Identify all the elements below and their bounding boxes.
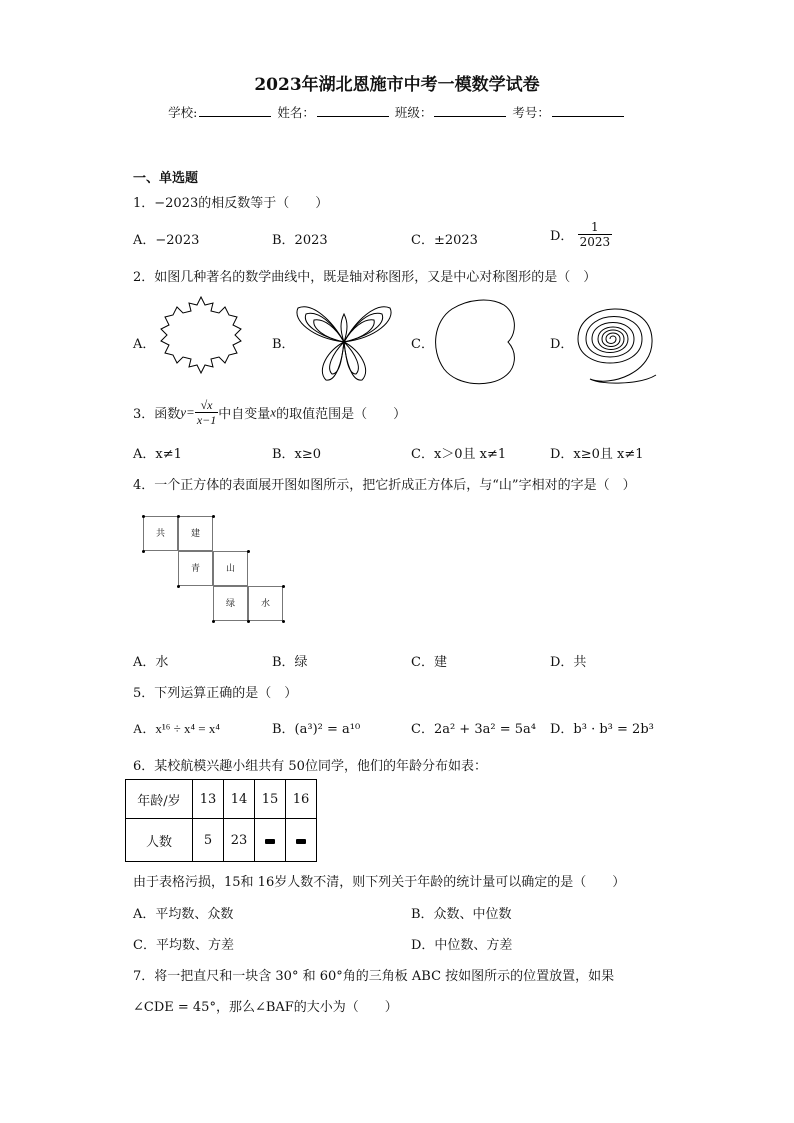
q1-option-d — [550, 220, 612, 249]
q5-option-c: C．2a² + 3a² = 5a⁴ — [411, 722, 536, 737]
q5-option-b: B．(a³)² = a¹⁰ — [272, 722, 361, 737]
ink-blot — [265, 839, 275, 844]
q6-option-d: D．中位数、方差 — [411, 938, 513, 953]
q5-option-a: A．x¹⁶ ÷ x⁴ = x⁴ — [133, 721, 220, 736]
q4-option-a: A．水 — [133, 655, 169, 670]
net-vertex-dot — [212, 515, 215, 518]
table-cell: 15 — [255, 780, 286, 819]
q4-option-c: C．建 — [411, 655, 447, 670]
section-title: 一、单选题 — [133, 171, 199, 186]
q3-option-d: D．x≥0且 x≠1 — [550, 447, 644, 462]
net-vertex-dot — [212, 620, 215, 623]
cardioid-icon — [432, 297, 518, 387]
question-6-stem: 6．某校航模兴趣小组共有 50位同学，他们的年龄分布如表： — [133, 759, 487, 774]
q2-option-c: C． — [411, 337, 434, 352]
q3-stem-end: 的取值范围是（ ） — [276, 407, 407, 422]
koch-snowflake-icon — [153, 293, 249, 387]
school-label: 学校: — [168, 105, 198, 120]
net-vertex-dot — [282, 620, 285, 623]
question-2-stem: 2．如图几种著名的数学曲线中，既是轴对称图形，又是中心对称图形的是（ ） — [133, 270, 597, 285]
q3-fraction — [195, 398, 218, 427]
butterfly-curve-icon — [292, 300, 396, 386]
net-cell-shui: 水 — [248, 586, 283, 621]
net-vertex-dot — [177, 585, 180, 588]
q3-stem-prefix: 3．函数 — [133, 407, 181, 422]
class-blank[interactable] — [434, 104, 506, 117]
table-header-age: 年龄/岁 — [126, 780, 193, 819]
table-header-count: 人数 — [126, 819, 193, 862]
q5-option-d: D．b³ · b³ = 2b³ — [550, 722, 654, 737]
page-title: 2023年湖北恩施市中考一模数学试卷 — [254, 75, 540, 95]
q3-option-a: A．x≠1 — [133, 447, 182, 462]
net-cell-shan: 山 — [213, 551, 248, 586]
q4-option-b: B．绿 — [272, 655, 308, 670]
table-cell-smudged — [286, 819, 317, 862]
q2-option-a: A． — [133, 337, 156, 352]
q6-option-c: C．平均数、方差 — [133, 938, 234, 953]
q3-numerator: √x — [195, 398, 218, 413]
student-info-line — [0, 103, 794, 121]
table-cell: 14 — [224, 780, 255, 819]
q1-d-numerator: 1 — [578, 220, 613, 235]
net-cell-qing: 青 — [178, 551, 213, 586]
q4-option-d: D．共 — [550, 655, 587, 670]
table-row — [126, 819, 317, 862]
table-cell-smudged — [255, 819, 286, 862]
net-vertex-dot — [247, 550, 250, 553]
question-5-stem: 5．下列运算正确的是（ ） — [133, 686, 298, 701]
q1-option-c: C．±2023 — [411, 233, 478, 248]
question-7-line-1: 7．将一把直尺和一块含 30° 和 60°角的三角板 ABC 按如图所示的位置放置，如果 — [133, 969, 615, 984]
table-cell: 16 — [286, 780, 317, 819]
net-vertex-dot — [142, 550, 145, 553]
school-blank[interactable] — [199, 104, 271, 117]
spiral-icon — [570, 297, 660, 387]
question-6-continuation: 由于表格污损，15和 16岁人数不清，则下列关于年龄的统计量可以确定的是（ ） — [133, 875, 626, 890]
name-label: 姓名： — [277, 105, 315, 120]
q1-option-d-fraction — [578, 220, 613, 249]
question-4-stem: 4．一个正方体的表面展开图如图所示，把它折成正方体后，与“山”字相对的字是（ ） — [133, 478, 636, 493]
net-cell-gong: 共 — [143, 516, 178, 551]
q1-option-b: B．2023 — [272, 233, 328, 248]
net-vertex-dot — [282, 585, 285, 588]
name-blank[interactable] — [317, 104, 389, 117]
age-distribution-table — [125, 779, 317, 862]
q3-option-c: C．x＞0且 x≠1 — [411, 447, 507, 462]
net-vertex-dot — [142, 515, 145, 518]
q6-option-a: A．平均数、众数 — [133, 907, 234, 922]
ink-blot — [296, 839, 306, 844]
table-row — [126, 780, 317, 819]
net-vertex-dot — [177, 515, 180, 518]
q1-option-d-label: D． — [550, 229, 574, 244]
net-cell-lv: 绿 — [213, 586, 248, 621]
cube-net-figure — [143, 516, 286, 624]
q3-stem-middle: 中自变量 — [218, 407, 271, 422]
net-cell-jian: 建 — [178, 516, 213, 551]
q3-denominator: x−1 — [196, 413, 217, 427]
q6-option-b: B．众数、中位数 — [411, 907, 512, 922]
class-label: 班级： — [394, 105, 433, 120]
q2-option-d: D． — [550, 337, 574, 352]
net-vertex-dot — [247, 620, 250, 623]
q3-y-equals: y= — [180, 404, 195, 420]
table-cell: 23 — [224, 819, 255, 862]
exam-no-blank[interactable] — [552, 104, 624, 117]
q1-d-denominator: 2023 — [579, 235, 611, 249]
q3-variable: x — [270, 404, 277, 420]
question-1-stem: 1．−2023的相反数等于（ ） — [133, 196, 329, 211]
question-3-stem — [133, 398, 406, 427]
table-cell: 13 — [193, 780, 224, 819]
exam-no-label: 考号： — [512, 105, 550, 120]
table-cell: 5 — [193, 819, 224, 862]
q1-option-a: A．−2023 — [133, 233, 200, 248]
question-7-line-2: ∠CDE = 45°，那么∠BAF的大小为（ ） — [133, 1000, 398, 1015]
q2-option-b: B． — [272, 337, 295, 352]
q3-option-b: B．x≥0 — [272, 447, 322, 462]
